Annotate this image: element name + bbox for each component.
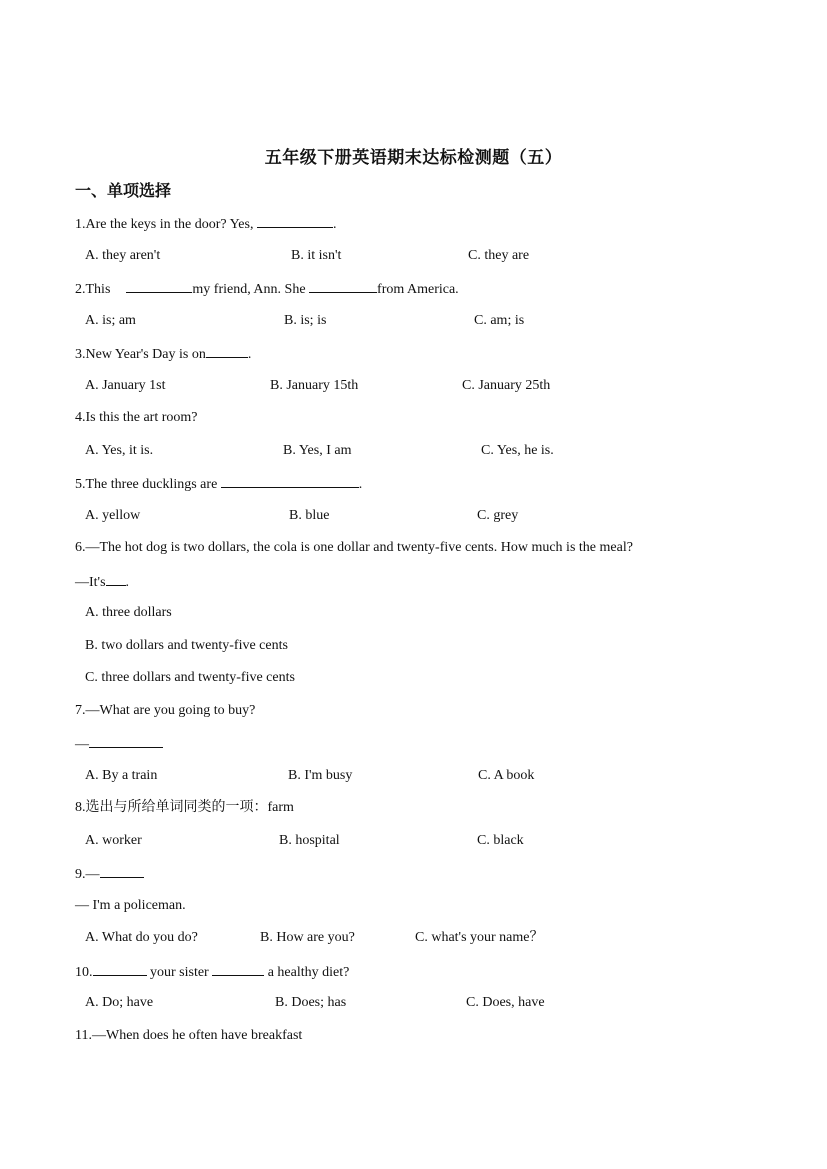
question-11-stem: 11.—When does he often have breakfast: [75, 1028, 303, 1043]
option-a: A. Do; have: [85, 995, 154, 1010]
option-c: C. they are: [468, 248, 530, 263]
question-1-stem: 1.Are the keys in the door? Yes, .: [75, 214, 336, 234]
option-b: B. How are you?: [260, 930, 355, 945]
question-8-stem: 8.选出与所给单词同类的一项：farm: [75, 800, 294, 815]
option-c: C. Yes, he is.: [481, 443, 554, 458]
question-3-stem: 3.New Year's Day is on .: [75, 344, 251, 364]
answer-blank: [221, 474, 359, 488]
answer-blank: [89, 734, 163, 748]
question-6-reply: —It's .: [75, 572, 129, 592]
question-6-stem: 6.—The hot dog is two dollars, the cola is one dollar and twenty-five cents. How much is the meal?: [75, 540, 633, 555]
question-7-stem: 7.—What are you going to buy?: [75, 703, 256, 718]
option-c: C. Does, have: [466, 995, 545, 1010]
answer-blank: [93, 962, 147, 976]
question-9-reply: — I'm a policeman.: [75, 898, 186, 913]
option-c: C. January 25th: [462, 378, 551, 393]
option-a: A. By a train: [85, 768, 158, 783]
option-c: C. am; is: [474, 313, 525, 328]
option-a: A. January 1st: [85, 378, 166, 393]
answer-blank: [206, 344, 248, 358]
option-c: C. three dollars and twenty-five cents: [85, 670, 295, 685]
question-2-stem: 2.This my friend, Ann. She from America.: [75, 279, 459, 299]
question-4-stem: 4.Is this the art room?: [75, 410, 198, 425]
option-a: A. they aren't: [85, 248, 161, 263]
option-c: C. grey: [477, 508, 519, 523]
option-b: B. Does; has: [275, 995, 347, 1010]
answer-blank: [257, 214, 333, 228]
option-c: C. black: [477, 833, 524, 848]
option-c: C. what's your name？: [415, 930, 544, 945]
option-b: B. it isn't: [291, 248, 342, 263]
option-a: A. worker: [85, 833, 142, 848]
answer-blank: [106, 572, 126, 586]
page-title: 五年级下册英语期末达标检测题（五）: [264, 148, 563, 168]
option-a: A. What do you do?: [85, 930, 198, 945]
option-b: B. hospital: [279, 833, 340, 848]
option-b: B. January 15th: [270, 378, 359, 393]
question-9-stem: 9.—: [75, 864, 144, 884]
option-a: A. three dollars: [85, 605, 172, 620]
option-b: B. two dollars and twenty-five cents: [85, 638, 288, 653]
section-heading: 一、单项选择: [75, 181, 172, 200]
question-5-stem: 5.The three ducklings are .: [75, 474, 362, 494]
option-b: B. blue: [289, 508, 330, 523]
option-b: B. I'm busy: [288, 768, 353, 783]
option-b: B. is; is: [284, 313, 327, 328]
option-c: C. A book: [478, 768, 535, 783]
option-a: A. yellow: [85, 508, 141, 523]
answer-blank: [212, 962, 264, 976]
answer-blank: [309, 279, 377, 293]
option-b: B. Yes, I am: [283, 443, 352, 458]
option-a: A. is; am: [85, 313, 136, 328]
question-7-reply: —: [75, 734, 163, 754]
question-10-stem: 10. your sister a healthy diet?: [75, 962, 349, 982]
option-a: A. Yes, it is.: [85, 443, 154, 458]
answer-blank: [100, 864, 144, 878]
answer-blank: [126, 279, 192, 293]
